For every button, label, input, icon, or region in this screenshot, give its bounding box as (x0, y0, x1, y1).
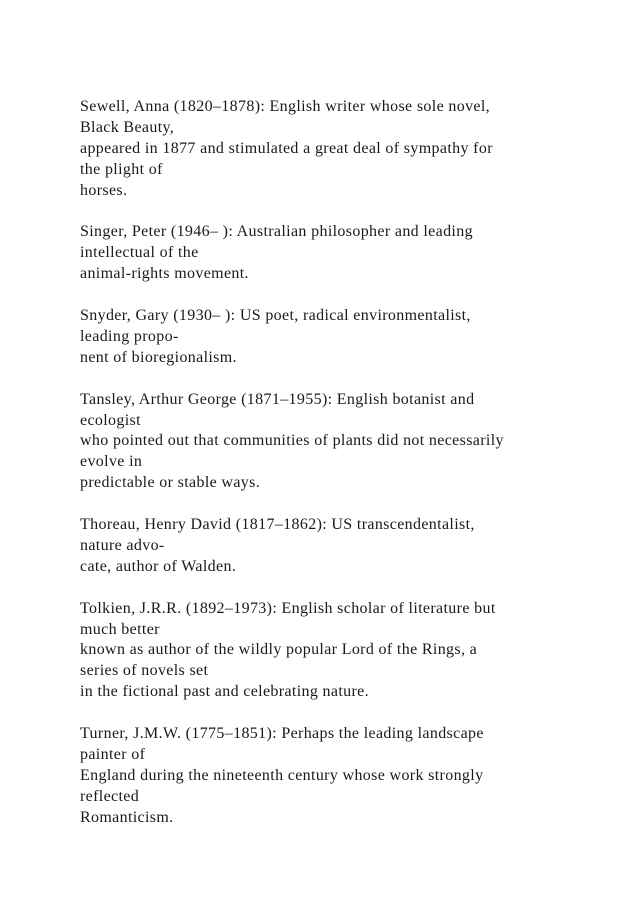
entry-tolkien (80, 599, 620, 704)
entry-line: cate, author of Walden. (80, 557, 237, 575)
entry-line: Sewell, Anna (1820–1878): English writer whose sole novel, (80, 98, 491, 115)
entry-line: the plight of (80, 160, 163, 178)
entry-line: painter of (80, 746, 146, 763)
entry-line: Tolkien, J.R.R. (1892–1973): English scholar of literature but (80, 599, 496, 617)
entry-thoreau (80, 515, 620, 578)
entry-line: known as author of the wildly popular Lord of the Rings, a (80, 641, 478, 659)
entry-line: England during the nineteenth century whose work strongly (80, 766, 484, 784)
entry-line: Tansley, Arthur George (1871–1955): English botanist and (80, 390, 475, 408)
entry-line: who pointed out that communities of plants did not necessarily (80, 432, 504, 450)
entry-line: in the fictional past and celebrating nature. (80, 683, 369, 701)
entry-line: series of novels set (80, 662, 209, 680)
entry-singer (80, 222, 620, 285)
entry-line: predictable or stable ways. (80, 474, 261, 492)
entry-line: reflected (80, 787, 140, 805)
entry-sewell (80, 97, 620, 202)
entry-line: much better (80, 620, 160, 638)
entry-line: horses. (80, 181, 128, 199)
glossary-text (80, 97, 620, 850)
entry-line: Singer, Peter (1946– ): Australian philosopher and leading (80, 223, 473, 241)
entry-line: nature advo- (80, 536, 165, 554)
entry-tansley (80, 390, 620, 495)
entry-line: intellectual of the (80, 244, 199, 262)
entry-line: appeared in 1877 and stimulated a great deal of sympathy for (80, 139, 493, 157)
entry-line: Thoreau, Henry David (1817–1862): US transcendentalist, (80, 516, 475, 534)
entry-line: nent of bioregionalism. (80, 348, 237, 366)
entry-line: Turner, J.M.W. (1775–1851): Perhaps the leading landscape (80, 725, 484, 743)
entry-line: evolve in (80, 453, 143, 471)
entry-line: ecologist (80, 411, 141, 429)
entry-snyder (80, 306, 620, 369)
entry-turner (80, 724, 620, 829)
entry-line: Black Beauty, (80, 118, 175, 136)
entry-line: Snyder, Gary (1930– ): US poet, radical environmentalist, (80, 307, 471, 325)
entry-line: animal-rights movement. (80, 265, 249, 283)
entry-line: Romanticism. (80, 808, 174, 826)
entry-line: leading propo- (80, 327, 179, 345)
